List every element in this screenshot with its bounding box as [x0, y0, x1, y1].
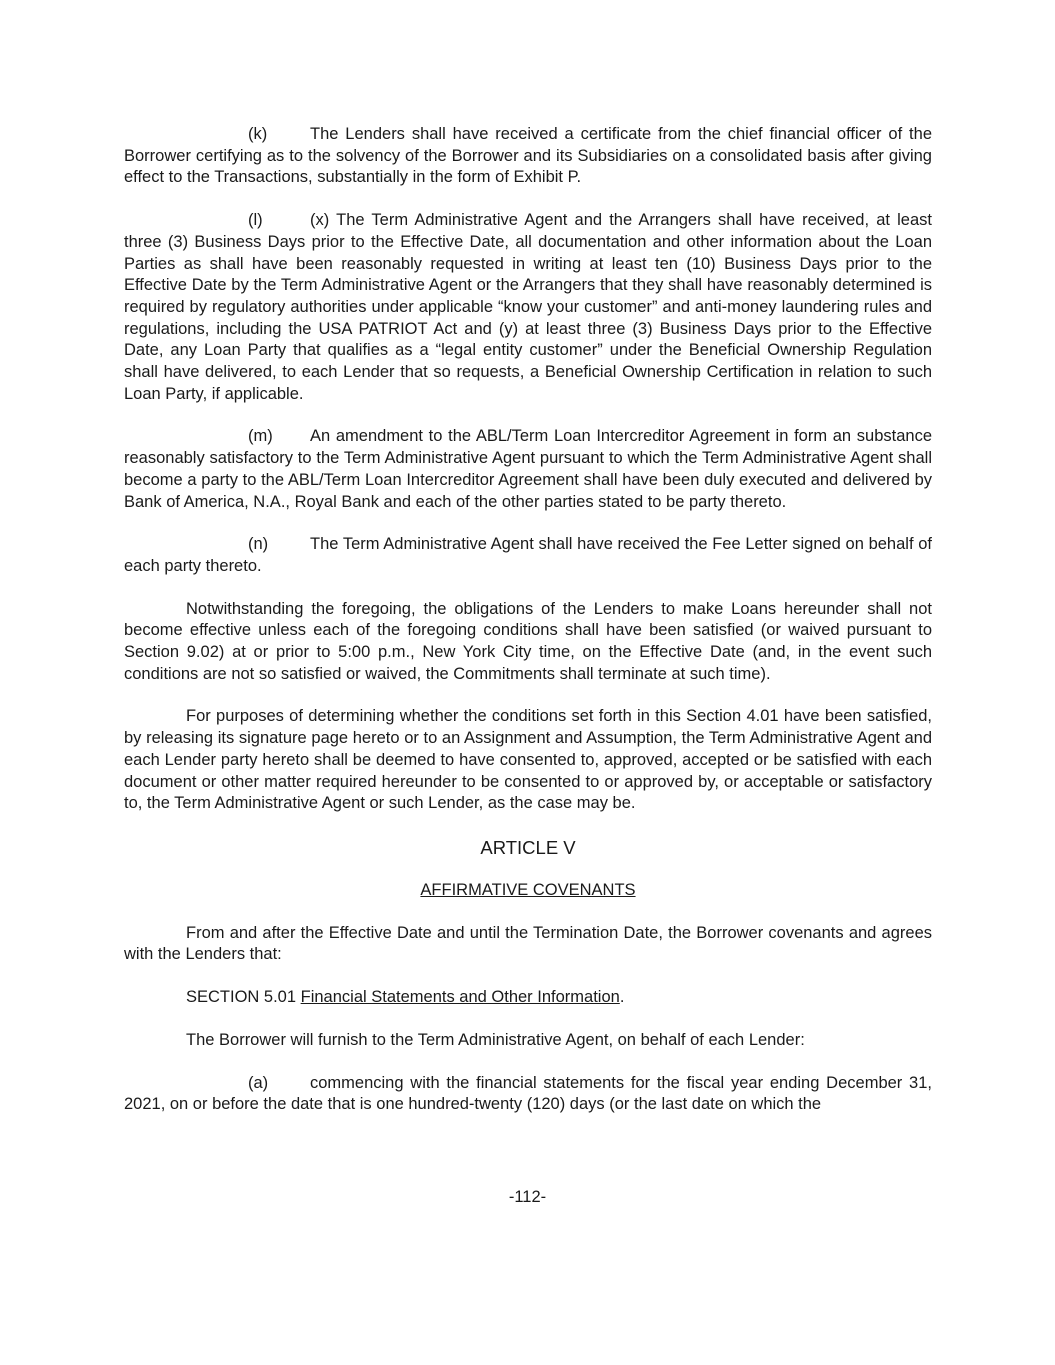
article-heading: AFFIRMATIVE COVENANTS — [420, 880, 636, 899]
paragraph-label: (m) — [248, 427, 273, 446]
paragraph-k — [124, 124, 932, 189]
paragraph-label: (n) — [248, 535, 269, 554]
paragraph-text: commencing with the financial statements for the fiscal year ending December 31, 2021, on or before the date that is one hundred-twenty (120) days (or the last date on which the — [124, 1073, 932, 1114]
paragraph-text: The Term Administrative Agent shall have received the Fee Letter signed on behalf of each party thereto. — [124, 535, 932, 575]
section-number: SECTION 5.01 — [186, 988, 297, 1007]
article-intro: From and after the Effective Date and until the Termination Date, the Borrower covenants and agrees with the Lenders that: — [124, 923, 932, 964]
section-intro: The Borrower will furnish to the Term Administrative Agent, on behalf of each Lender: — [186, 1030, 805, 1049]
paragraph-text: An amendment to the ABL/Term Loan Intercreditor Agreement in form an substance reasonably satisfactory to the Term Administrative Agent pursuant to which the Term Administrative Agent shall become a party to the ABL/Term Loan Intercreditor Agreement shall have been duly executed and delivered by Bank of America, N.A., Royal Bank and each of the other parties stated to be party thereto. — [124, 427, 932, 511]
article-title: ARTICLE V — [480, 836, 576, 858]
paragraph-a — [124, 1073, 932, 1116]
paragraph-label: (l) — [248, 211, 263, 230]
document-page — [124, 124, 932, 1137]
paragraph-label: (a) — [248, 1073, 269, 1092]
paragraph-purposes: For purposes of determining whether the conditions set forth in this Section 4.01 have been satisfied, by releasing its signature page hereto or to an Assignment and Assumption, the Term Administrative Agent and each Lender party hereto shall be deemed to have consented to, approved, accepted or be satisfied with each document or other matter required hereunder to be consented to or approved by, or acceptable or satisfactory to, the Term Administrative Agent or such Lender, as the case may be. — [124, 707, 932, 813]
paragraph-m — [124, 426, 932, 513]
page-number: -112- — [508, 1188, 547, 1206]
paragraph-notwithstanding: Notwithstanding the foregoing, the obligations of the Lenders to make Loans hereunder shall not become effective unless each of the foregoing conditions shall have been satisfied (or waived pursuant to Section 9.02) at or prior to 5:00 p.m., New York City time, on the Effective Date (and, in the event such conditions are not so satisfied or waived, the Commitments shall terminate at such time). — [124, 599, 932, 683]
section-title-period: . — [619, 988, 625, 1007]
section-heading — [124, 987, 932, 1009]
paragraph-n — [124, 534, 932, 577]
paragraph-l — [124, 210, 932, 405]
section-title: Financial Statements and Other Information — [300, 988, 620, 1007]
paragraph-text: The Lenders shall have received a certificate from the chief financial officer of the Borrower certifying as to the solvency of the Borrower and its Subsidiaries on a consolidated basis after giving effect to the Transactions, substantially in the form of Exhibit P. — [124, 125, 932, 187]
paragraph-text: (x) The Term Administrative Agent and the Arrangers shall have received, at least three (3) Business Days prior to the Effective Date, all documentation and other information about the Loan Parties as shall have been reasonably requested in writing at least ten (10) Business Days prior to the Effective Date by the Term Administrative Agent or the Arrangers that they shall have reasonably determined is required by regulatory authorities under applicable “know your customer” and anti-money laundering rules and regulations, including the USA PATRIOT Act and (y) at least three (3) Business Days prior to the Effective Date, any Loan Party that qualifies as a “legal entity customer” under the Beneficial Ownership Regulation shall have delivered, to each Lender that so requests, a Beneficial Ownership Certification in relation to such Loan Party, if applicable. — [124, 211, 932, 403]
paragraph-label: (k) — [248, 125, 268, 143]
